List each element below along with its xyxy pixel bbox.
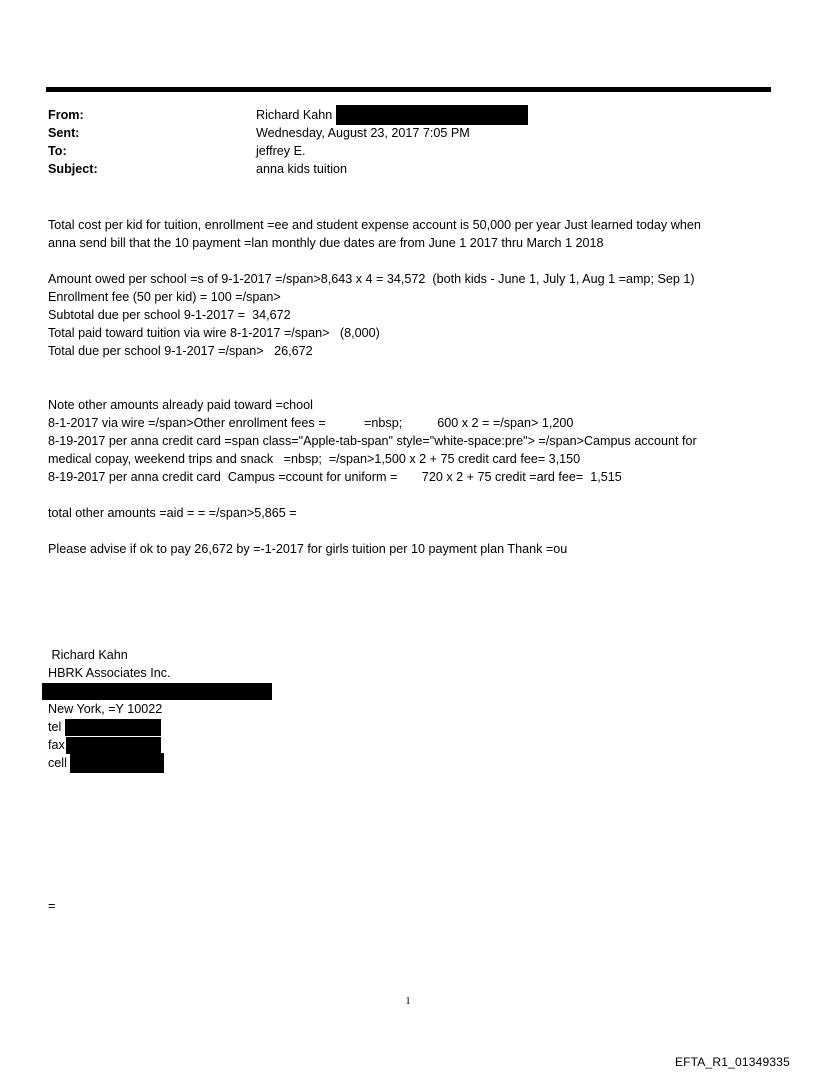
subject-label: Subject: <box>48 162 98 176</box>
amount-owed-line: Amount owed per school =s of 9-1-2017 =/span>8,643 x 4 = 34,572 (both kids - June 1, July 1, Aug 1 =amp; Sep 1) <box>48 272 695 286</box>
document-id: EFTA_R1_01349335 <box>674 1055 790 1069</box>
to-label: To: <box>48 144 67 158</box>
total-due-line: Total due per school 9-1-2017 =/span> 26,672 <box>48 344 313 358</box>
signature-block <box>48 646 348 772</box>
note-header-line: Note other amounts already paid toward =chool <box>48 398 313 412</box>
note-line: medical copay, weekend trips and snack =nbsp; =/span>1,500 x 2 + 75 credit card fee= 3,150 <box>48 452 581 466</box>
header-rule <box>46 87 771 92</box>
cell-label: cell <box>48 756 67 770</box>
to-value: jeffrey E. <box>256 144 306 158</box>
sent-row <box>48 124 748 142</box>
email-body <box>48 216 768 558</box>
to-row <box>48 142 748 160</box>
fax-label: fax <box>48 738 65 752</box>
subtotal-line: Subtotal due per school 9-1-2017 = 34,672 <box>48 308 291 322</box>
note-line: 8-19-2017 per anna credit card =span class="Apple-tab-span" style="white-space:pre"> =/span>Campus account for <box>48 434 697 448</box>
redaction-bar <box>336 105 528 125</box>
from-row <box>48 106 748 124</box>
note-line: 8-1-2017 via wire =/span>Other enrollment fees = =nbsp; 600 x 2 = =/span> 1,200 <box>48 416 574 430</box>
signature-name: Richard Kahn <box>48 648 128 662</box>
page-number: 1 <box>405 995 411 1007</box>
subject-value: anna kids tuition <box>256 162 348 176</box>
tel-row <box>48 718 348 736</box>
trailing-mark: = <box>48 899 56 913</box>
signature-city: New York, =Y 10022 <box>48 702 163 716</box>
fax-row <box>48 736 348 754</box>
total-paid-line: Total paid toward tuition via wire 8-1-2017 =/span> (8,000) <box>48 326 380 340</box>
advise-line: Please advise if ok to pay 26,672 by =-1-2017 for girls tuition per 10 payment plan Thank =ou <box>48 542 568 556</box>
redaction-bar <box>42 683 272 700</box>
redaction-bar <box>70 753 164 773</box>
total-other-line: total other amounts =aid = = =/span>5,865 = <box>48 506 297 520</box>
from-value: Richard Kahn <box>256 108 333 122</box>
enrollment-fee-line: Enrollment fee (50 per kid) = 100 =/span> <box>48 290 281 304</box>
sent-value: Wednesday, August 23, 2017 7:05 PM <box>256 126 470 140</box>
subject-row <box>48 160 748 178</box>
redaction-bar <box>66 737 161 754</box>
from-label: From: <box>48 108 84 122</box>
email-header <box>48 106 748 178</box>
signature-company: HBRK Associates Inc. <box>48 666 171 680</box>
note-line: 8-19-2017 per anna credit card Campus =ccount for uniform = 720 x 2 + 75 credit =ard fee= 1,515 <box>48 470 622 484</box>
body-line: anna send bill that the 10 payment =lan monthly due dates are from June 1 2017 thru March 1 2018 <box>48 236 604 250</box>
tel-label: tel <box>48 720 62 734</box>
redaction-bar <box>65 719 161 736</box>
body-line: Total cost per kid for tuition, enrollment =ee and student expense account is 50,000 per year Just learned today when <box>48 218 701 232</box>
sent-label: Sent: <box>48 126 80 140</box>
cell-row <box>48 754 348 772</box>
